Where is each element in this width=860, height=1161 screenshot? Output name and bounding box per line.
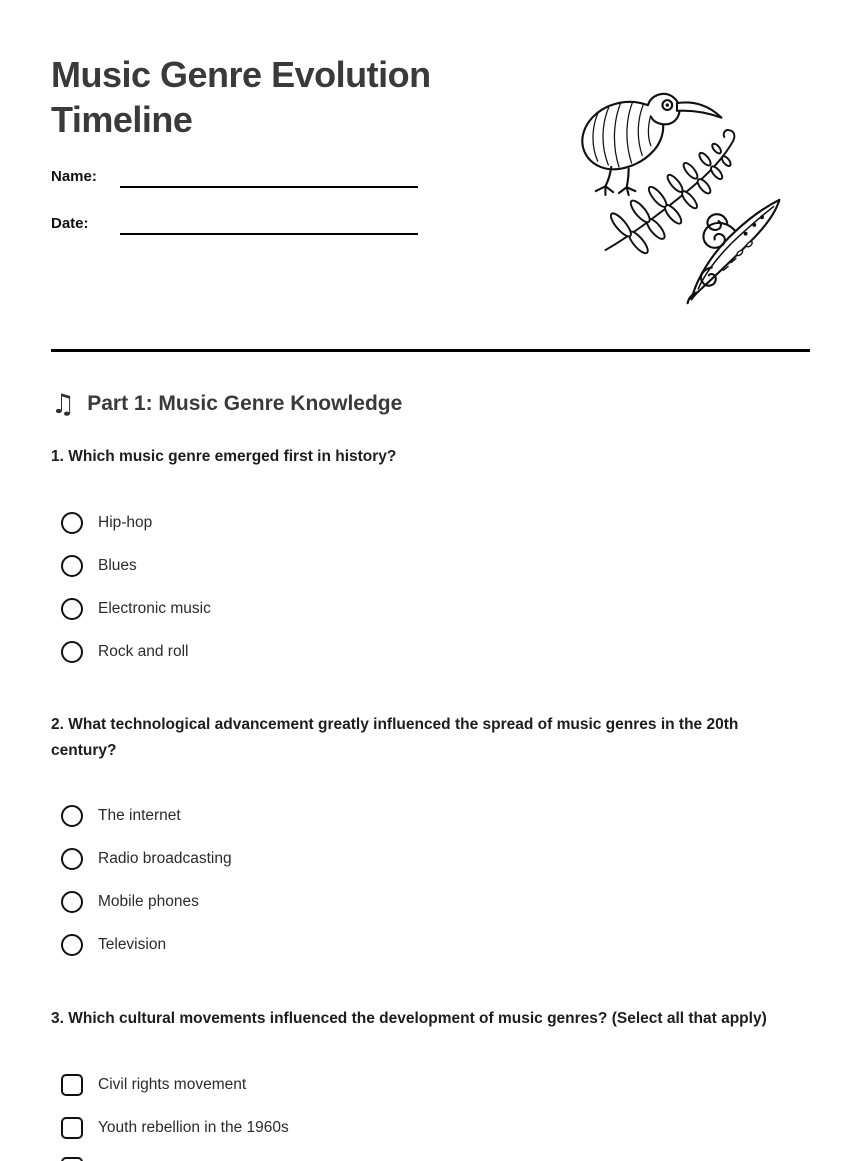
checkbox-icon[interactable]	[61, 1157, 83, 1161]
option-label: Rock and roll	[98, 643, 189, 660]
question-2-text: 2. What technological advancement greatly influenced the spread of music genres in the 20th century?	[51, 716, 739, 759]
radio-button-icon[interactable]	[61, 848, 83, 870]
option-label: Radio broadcasting	[98, 850, 232, 867]
name-label: Name:	[51, 168, 97, 185]
option-youth-rebellion[interactable]	[61, 1117, 810, 1139]
option-television[interactable]	[61, 934, 810, 956]
option-rock-and-roll[interactable]	[61, 641, 810, 663]
option-the-internet[interactable]	[61, 805, 810, 827]
radio-button-icon[interactable]	[61, 934, 83, 956]
option-hip-hop[interactable]	[61, 512, 810, 534]
name-input-line[interactable]	[120, 166, 418, 188]
question-3-options	[51, 1074, 810, 1161]
music-notes-icon: ♫	[51, 388, 76, 420]
option-label: Hip-hop	[98, 514, 153, 531]
date-label: Date:	[51, 215, 89, 232]
checkbox-icon[interactable]	[61, 1117, 83, 1139]
question-3-text: 3. Which cultural movements influenced the development of music genres? (Select all that apply)	[51, 1010, 767, 1027]
option-label: Youth rebellion in the 1960s	[98, 1119, 289, 1136]
option-label: The internet	[98, 807, 181, 824]
checkbox-icon[interactable]	[61, 1074, 83, 1096]
radio-button-icon[interactable]	[61, 598, 83, 620]
question-1	[51, 444, 810, 663]
name-field-row	[51, 166, 810, 190]
radio-button-icon[interactable]	[61, 805, 83, 827]
header-fields	[51, 166, 810, 237]
option-mobile-phones[interactable]	[61, 891, 810, 913]
question-1-text: 1. Which music genre emerged first in history?	[51, 448, 397, 465]
radio-button-icon[interactable]	[61, 555, 83, 577]
page-title: Music Genre Evolution Timeline	[51, 54, 431, 140]
radio-button-icon[interactable]	[61, 512, 83, 534]
question-2-options	[51, 805, 810, 956]
option-label: Blues	[98, 557, 137, 574]
option-blues[interactable]	[61, 555, 810, 577]
option-label: Mobile phones	[98, 893, 199, 910]
date-field-row	[51, 213, 810, 237]
question-3	[51, 1006, 810, 1161]
date-input-line[interactable]	[120, 213, 418, 235]
option-electronic-music[interactable]	[61, 598, 810, 620]
radio-button-icon[interactable]	[61, 641, 83, 663]
option-radio-broadcasting[interactable]	[61, 848, 810, 870]
part1-heading: Part 1: Music Genre Knowledge	[87, 392, 403, 415]
option-label: Television	[98, 936, 167, 953]
option-label: Civil rights movement	[98, 1076, 247, 1093]
radio-button-icon[interactable]	[61, 891, 83, 913]
question-2	[51, 712, 810, 956]
option-partially-visible[interactable]	[61, 1157, 810, 1161]
part1-heading-row	[51, 388, 810, 420]
section-divider	[51, 349, 810, 352]
option-civil-rights-movement[interactable]	[61, 1074, 810, 1096]
option-label: Electronic music	[98, 600, 211, 617]
question-1-options	[51, 512, 810, 663]
